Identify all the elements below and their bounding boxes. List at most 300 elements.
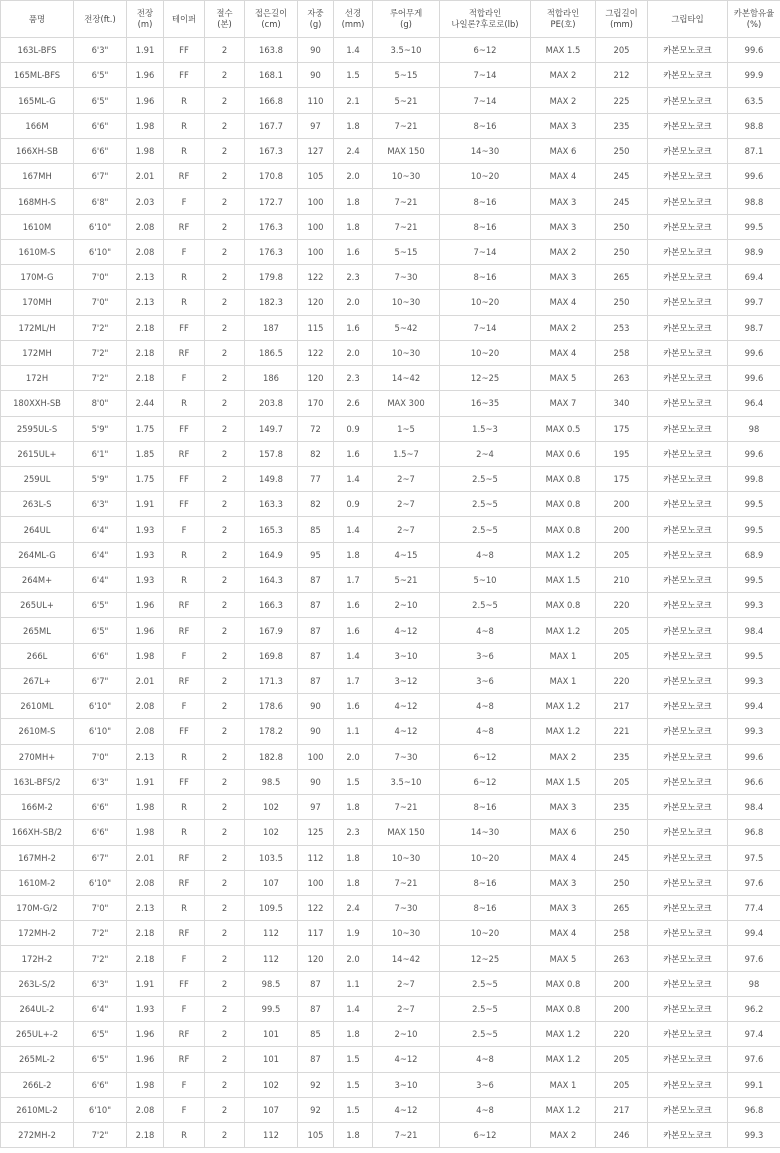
closed-length-cell: 107 (245, 1097, 298, 1122)
length-m-cell: 2.08 (127, 694, 164, 719)
sections-cell: 2 (205, 88, 245, 113)
lure-weight-cell: 2~10 (373, 593, 440, 618)
carbon-content-cell: 98.9 (728, 239, 780, 264)
tip-diameter-cell: 1.8 (334, 845, 373, 870)
length-ft-cell: 5'9" (74, 416, 127, 441)
lure-weight-cell: 14~42 (373, 946, 440, 971)
table-row (1, 492, 780, 517)
sections-cell: 2 (205, 63, 245, 88)
model-cell: 266L (1, 643, 74, 668)
model-cell: 1610M-S (1, 239, 74, 264)
line-nylon-cell: 2.5~5 (440, 492, 531, 517)
tip-diameter-cell: 1.5 (334, 1072, 373, 1097)
lure-weight-cell: 7~30 (373, 265, 440, 290)
model-cell: 263L-S/2 (1, 971, 74, 996)
carbon-content-cell: 96.4 (728, 391, 780, 416)
taper-cell: R (164, 542, 205, 567)
carbon-content-cell: 96.8 (728, 1097, 780, 1122)
carbon-content-cell: 99.6 (728, 164, 780, 189)
tip-diameter-cell: 1.8 (334, 1123, 373, 1148)
model-cell: 167MH-2 (1, 845, 74, 870)
tip-diameter-cell: 2.4 (334, 895, 373, 920)
grip-type-cell: 카본모노코크 (648, 996, 728, 1021)
length-m-cell: 1.98 (127, 138, 164, 163)
sections-cell: 2 (205, 239, 245, 264)
weight-cell: 97 (298, 795, 334, 820)
weight-cell: 125 (298, 820, 334, 845)
lure-weight-cell: 2~7 (373, 996, 440, 1021)
model-cell: 2610M-S (1, 719, 74, 744)
closed-length-cell: 166.3 (245, 593, 298, 618)
length-ft-cell: 6'1" (74, 441, 127, 466)
table-row (1, 441, 780, 466)
grip-length-cell: 217 (596, 694, 648, 719)
table-row (1, 88, 780, 113)
lure-weight-cell: 5~15 (373, 63, 440, 88)
line-pe-cell: MAX 2 (531, 88, 596, 113)
lure-weight-cell: 5~21 (373, 567, 440, 592)
tip-diameter-cell: 1.6 (334, 593, 373, 618)
table-row (1, 366, 780, 391)
closed-length-cell: 172.7 (245, 189, 298, 214)
carbon-content-cell: 99.5 (728, 214, 780, 239)
weight-cell: 90 (298, 63, 334, 88)
sections-cell: 2 (205, 214, 245, 239)
lure-weight-cell: MAX 300 (373, 391, 440, 416)
line-pe-cell: MAX 2 (531, 239, 596, 264)
weight-cell: 87 (298, 668, 334, 693)
length-ft-cell: 6'6" (74, 795, 127, 820)
sections-cell: 2 (205, 138, 245, 163)
line-pe-cell: MAX 0.5 (531, 416, 596, 441)
length-m-cell: 1.98 (127, 820, 164, 845)
length-m-cell: 2.08 (127, 1097, 164, 1122)
line-pe-cell: MAX 1 (531, 643, 596, 668)
sections-cell: 2 (205, 290, 245, 315)
grip-length-cell: 200 (596, 996, 648, 1021)
model-cell: 265UL+ (1, 593, 74, 618)
model-cell: 2610ML (1, 694, 74, 719)
weight-cell: 87 (298, 618, 334, 643)
length-m-cell: 1.96 (127, 88, 164, 113)
table-row (1, 63, 780, 88)
line-nylon-cell: 10~20 (440, 921, 531, 946)
tip-diameter-cell: 1.6 (334, 315, 373, 340)
taper-cell: R (164, 795, 205, 820)
length-ft-cell: 6'10" (74, 214, 127, 239)
line-nylon-cell: 2.5~5 (440, 593, 531, 618)
table-row (1, 870, 780, 895)
carbon-content-cell: 97.5 (728, 845, 780, 870)
grip-type-cell: 카본모노코크 (648, 492, 728, 517)
length-m-cell: 1.75 (127, 466, 164, 491)
weight-cell: 120 (298, 290, 334, 315)
grip-type-cell: 카본모노코크 (648, 340, 728, 365)
sections-cell: 2 (205, 517, 245, 542)
table-body (1, 38, 780, 1148)
tip-diameter-cell: 1.5 (334, 63, 373, 88)
model-cell: 167MH (1, 164, 74, 189)
table-row (1, 1123, 780, 1148)
lure-weight-cell: 10~30 (373, 921, 440, 946)
table-row (1, 567, 780, 592)
length-m-cell: 2.13 (127, 290, 164, 315)
closed-length-cell: 163.3 (245, 492, 298, 517)
weight-cell: 170 (298, 391, 334, 416)
carbon-content-cell: 99.4 (728, 921, 780, 946)
length-m-cell: 1.96 (127, 1022, 164, 1047)
weight-cell: 72 (298, 416, 334, 441)
model-cell: 180XXH-SB (1, 391, 74, 416)
sections-cell: 2 (205, 845, 245, 870)
carbon-content-cell: 98 (728, 971, 780, 996)
length-m-cell: 2.01 (127, 668, 164, 693)
sections-cell: 2 (205, 391, 245, 416)
closed-length-cell: 164.3 (245, 567, 298, 592)
table-row (1, 744, 780, 769)
length-ft-cell: 6'4" (74, 517, 127, 542)
grip-type-cell: 카본모노코크 (648, 694, 728, 719)
weight-cell: 82 (298, 441, 334, 466)
grip-length-cell: 258 (596, 921, 648, 946)
line-nylon-cell: 2.5~5 (440, 971, 531, 996)
line-nylon-cell: 4~8 (440, 1047, 531, 1072)
line-pe-cell: MAX 1.5 (531, 769, 596, 794)
table-row (1, 1072, 780, 1097)
grip-length-cell: 250 (596, 820, 648, 845)
lure-weight-cell: 3~12 (373, 668, 440, 693)
length-m-cell: 1.98 (127, 1072, 164, 1097)
line-nylon-cell: 16~35 (440, 391, 531, 416)
tip-diameter-cell: 1.4 (334, 517, 373, 542)
line-pe-cell: MAX 0.6 (531, 441, 596, 466)
model-cell: 267L+ (1, 668, 74, 693)
length-ft-cell: 6'3" (74, 769, 127, 794)
model-cell: 170M-G/2 (1, 895, 74, 920)
line-nylon-cell: 4~8 (440, 1097, 531, 1122)
grip-type-cell: 카본모노코크 (648, 466, 728, 491)
sections-cell: 2 (205, 946, 245, 971)
closed-length-cell: 176.3 (245, 239, 298, 264)
grip-length-cell: 250 (596, 870, 648, 895)
taper-cell: R (164, 820, 205, 845)
taper-cell: F (164, 946, 205, 971)
table-row (1, 618, 780, 643)
model-cell: 264UL (1, 517, 74, 542)
lure-weight-cell: 10~30 (373, 290, 440, 315)
tip-diameter-cell: 1.5 (334, 1047, 373, 1072)
carbon-content-cell: 97.4 (728, 1022, 780, 1047)
sections-cell: 2 (205, 416, 245, 441)
table-row (1, 668, 780, 693)
line-nylon-cell: 6~12 (440, 38, 531, 63)
length-m-cell: 1.96 (127, 593, 164, 618)
grip-type-cell: 카본모노코크 (648, 239, 728, 264)
tip-diameter-cell: 2.0 (334, 340, 373, 365)
carbon-content-cell: 69.4 (728, 265, 780, 290)
line-nylon-cell: 4~8 (440, 618, 531, 643)
lure-weight-cell: 4~12 (373, 618, 440, 643)
table-row (1, 593, 780, 618)
weight-cell: 112 (298, 845, 334, 870)
grip-type-cell: 카본모노코크 (648, 1047, 728, 1072)
line-pe-cell: MAX 5 (531, 946, 596, 971)
weight-cell: 90 (298, 38, 334, 63)
grip-type-cell: 카본모노코크 (648, 416, 728, 441)
length-ft-cell: 7'2" (74, 1123, 127, 1148)
length-ft-cell: 6'5" (74, 1022, 127, 1047)
length-ft-cell: 6'10" (74, 694, 127, 719)
line-nylon-cell: 4~8 (440, 542, 531, 567)
length-ft-cell: 6'5" (74, 593, 127, 618)
table-row (1, 265, 780, 290)
grip-type-cell: 카본모노코크 (648, 517, 728, 542)
lure-weight-cell: 2~7 (373, 466, 440, 491)
tip-diameter-cell: 1.8 (334, 795, 373, 820)
col-tip-diameter-header: 선경 (mm) (334, 1, 373, 38)
model-cell: 266L-2 (1, 1072, 74, 1097)
lure-weight-cell: 2~7 (373, 971, 440, 996)
closed-length-cell: 102 (245, 820, 298, 845)
grip-length-cell: 175 (596, 416, 648, 441)
taper-cell: F (164, 694, 205, 719)
taper-cell: F (164, 643, 205, 668)
closed-length-cell: 178.2 (245, 719, 298, 744)
weight-cell: 90 (298, 769, 334, 794)
sections-cell: 2 (205, 593, 245, 618)
tip-diameter-cell: 1.9 (334, 921, 373, 946)
table-row (1, 391, 780, 416)
model-cell: 172MH-2 (1, 921, 74, 946)
table-header (1, 1, 780, 38)
sections-cell: 2 (205, 618, 245, 643)
line-nylon-cell: 3~6 (440, 1072, 531, 1097)
taper-cell: FF (164, 769, 205, 794)
line-pe-cell: MAX 2 (531, 1123, 596, 1148)
sections-cell: 2 (205, 315, 245, 340)
grip-length-cell: 205 (596, 542, 648, 567)
table-row (1, 895, 780, 920)
sections-cell: 2 (205, 870, 245, 895)
line-nylon-cell: 6~12 (440, 769, 531, 794)
carbon-content-cell: 99.3 (728, 593, 780, 618)
table-row (1, 694, 780, 719)
grip-type-cell: 카본모노코크 (648, 870, 728, 895)
lure-weight-cell: 7~21 (373, 113, 440, 138)
line-pe-cell: MAX 6 (531, 138, 596, 163)
model-cell: 166XH-SB (1, 138, 74, 163)
grip-length-cell: 225 (596, 88, 648, 113)
line-nylon-cell: 7~14 (440, 63, 531, 88)
taper-cell: R (164, 265, 205, 290)
tip-diameter-cell: 2.6 (334, 391, 373, 416)
grip-length-cell: 210 (596, 567, 648, 592)
col-model-header: 품명 (1, 1, 74, 38)
model-cell: 172MH (1, 340, 74, 365)
length-m-cell: 2.08 (127, 719, 164, 744)
weight-cell: 87 (298, 593, 334, 618)
grip-length-cell: 265 (596, 265, 648, 290)
sections-cell: 2 (205, 265, 245, 290)
grip-type-cell: 카본모노코크 (648, 315, 728, 340)
col-line-nylon-fluoro-header: 적합라인 나일론?후로로(lb) (440, 1, 531, 38)
length-m-cell: 1.75 (127, 416, 164, 441)
length-ft-cell: 6'7" (74, 845, 127, 870)
length-m-cell: 1.98 (127, 795, 164, 820)
taper-cell: F (164, 1072, 205, 1097)
grip-type-cell: 카본모노코크 (648, 88, 728, 113)
grip-type-cell: 카본모노코크 (648, 795, 728, 820)
taper-cell: RF (164, 1047, 205, 1072)
line-pe-cell: MAX 6 (531, 820, 596, 845)
closed-length-cell: 168.1 (245, 63, 298, 88)
grip-length-cell: 205 (596, 618, 648, 643)
carbon-content-cell: 99.6 (728, 340, 780, 365)
closed-length-cell: 157.8 (245, 441, 298, 466)
line-pe-cell: MAX 3 (531, 214, 596, 239)
tip-diameter-cell: 2.0 (334, 290, 373, 315)
length-m-cell: 1.98 (127, 643, 164, 668)
line-pe-cell: MAX 1 (531, 1072, 596, 1097)
carbon-content-cell: 97.6 (728, 1047, 780, 1072)
length-ft-cell: 6'10" (74, 719, 127, 744)
table-row (1, 466, 780, 491)
closed-length-cell: 149.8 (245, 466, 298, 491)
weight-cell: 92 (298, 1072, 334, 1097)
tip-diameter-cell: 1.6 (334, 239, 373, 264)
line-pe-cell: MAX 4 (531, 290, 596, 315)
sections-cell: 2 (205, 492, 245, 517)
carbon-content-cell: 98.8 (728, 189, 780, 214)
taper-cell: RF (164, 441, 205, 466)
sections-cell: 2 (205, 1047, 245, 1072)
model-cell: 165ML-BFS (1, 63, 74, 88)
closed-length-cell: 166.8 (245, 88, 298, 113)
grip-length-cell: 205 (596, 38, 648, 63)
closed-length-cell: 186.5 (245, 340, 298, 365)
tip-diameter-cell: 2.3 (334, 366, 373, 391)
lure-weight-cell: 4~12 (373, 719, 440, 744)
col-taper-header: 테이퍼 (164, 1, 205, 38)
taper-cell: R (164, 88, 205, 113)
weight-cell: 117 (298, 921, 334, 946)
length-ft-cell: 6'4" (74, 567, 127, 592)
taper-cell: R (164, 567, 205, 592)
length-m-cell: 1.91 (127, 492, 164, 517)
table-row (1, 315, 780, 340)
table-row (1, 113, 780, 138)
length-m-cell: 2.44 (127, 391, 164, 416)
carbon-content-cell: 99.9 (728, 63, 780, 88)
sections-cell: 2 (205, 744, 245, 769)
model-cell: 265UL+-2 (1, 1022, 74, 1047)
model-cell: 265ML (1, 618, 74, 643)
line-pe-cell: MAX 3 (531, 795, 596, 820)
length-ft-cell: 7'2" (74, 921, 127, 946)
grip-length-cell: 200 (596, 492, 648, 517)
grip-type-cell: 카본모노코크 (648, 366, 728, 391)
taper-cell: RF (164, 164, 205, 189)
line-nylon-cell: 6~12 (440, 1123, 531, 1148)
length-ft-cell: 8'0" (74, 391, 127, 416)
line-pe-cell: MAX 1 (531, 668, 596, 693)
lure-weight-cell: 7~21 (373, 1123, 440, 1148)
table-row (1, 38, 780, 63)
grip-type-cell: 카본모노코크 (648, 1022, 728, 1047)
line-pe-cell: MAX 3 (531, 870, 596, 895)
grip-type-cell: 카본모노코크 (648, 189, 728, 214)
grip-type-cell: 카본모노코크 (648, 441, 728, 466)
tip-diameter-cell: 1.8 (334, 542, 373, 567)
grip-type-cell: 카본모노코크 (648, 719, 728, 744)
line-nylon-cell: 12~25 (440, 366, 531, 391)
line-nylon-cell: 4~8 (440, 719, 531, 744)
grip-type-cell: 카본모노코크 (648, 138, 728, 163)
tip-diameter-cell: 2.1 (334, 88, 373, 113)
lure-weight-cell: 7~21 (373, 870, 440, 895)
col-closed-length-header: 접은길이 (cm) (245, 1, 298, 38)
weight-cell: 87 (298, 996, 334, 1021)
lure-weight-cell: 10~30 (373, 845, 440, 870)
table-row (1, 971, 780, 996)
carbon-content-cell: 97.6 (728, 946, 780, 971)
taper-cell: F (164, 366, 205, 391)
length-m-cell: 1.98 (127, 113, 164, 138)
length-m-cell: 1.85 (127, 441, 164, 466)
table-row (1, 542, 780, 567)
closed-length-cell: 101 (245, 1022, 298, 1047)
tip-diameter-cell: 1.5 (334, 1097, 373, 1122)
length-m-cell: 2.03 (127, 189, 164, 214)
line-pe-cell: MAX 4 (531, 845, 596, 870)
weight-cell: 92 (298, 1097, 334, 1122)
taper-cell: RF (164, 845, 205, 870)
weight-cell: 87 (298, 971, 334, 996)
length-ft-cell: 6'3" (74, 492, 127, 517)
length-m-cell: 1.91 (127, 971, 164, 996)
tip-diameter-cell: 1.7 (334, 567, 373, 592)
closed-length-cell: 109.5 (245, 895, 298, 920)
grip-length-cell: 212 (596, 63, 648, 88)
weight-cell: 87 (298, 1047, 334, 1072)
length-ft-cell: 6'10" (74, 870, 127, 895)
length-ft-cell: 7'2" (74, 946, 127, 971)
model-cell: 172H (1, 366, 74, 391)
length-m-cell: 2.13 (127, 895, 164, 920)
grip-length-cell: 205 (596, 1047, 648, 1072)
taper-cell: FF (164, 492, 205, 517)
lure-weight-cell: 2~7 (373, 492, 440, 517)
line-pe-cell: MAX 0.8 (531, 492, 596, 517)
table-row (1, 996, 780, 1021)
weight-cell: 105 (298, 164, 334, 189)
weight-cell: 100 (298, 744, 334, 769)
table-row (1, 1022, 780, 1047)
taper-cell: RF (164, 214, 205, 239)
tip-diameter-cell: 2.3 (334, 820, 373, 845)
carbon-content-cell: 63.5 (728, 88, 780, 113)
length-m-cell: 2.13 (127, 744, 164, 769)
carbon-content-cell: 96.2 (728, 996, 780, 1021)
line-nylon-cell: 10~20 (440, 845, 531, 870)
line-nylon-cell: 8~16 (440, 795, 531, 820)
length-m-cell: 2.18 (127, 921, 164, 946)
length-m-cell: 1.93 (127, 567, 164, 592)
grip-type-cell: 카본모노코크 (648, 668, 728, 693)
weight-cell: 110 (298, 88, 334, 113)
lure-weight-cell: 7~21 (373, 795, 440, 820)
grip-length-cell: 258 (596, 340, 648, 365)
